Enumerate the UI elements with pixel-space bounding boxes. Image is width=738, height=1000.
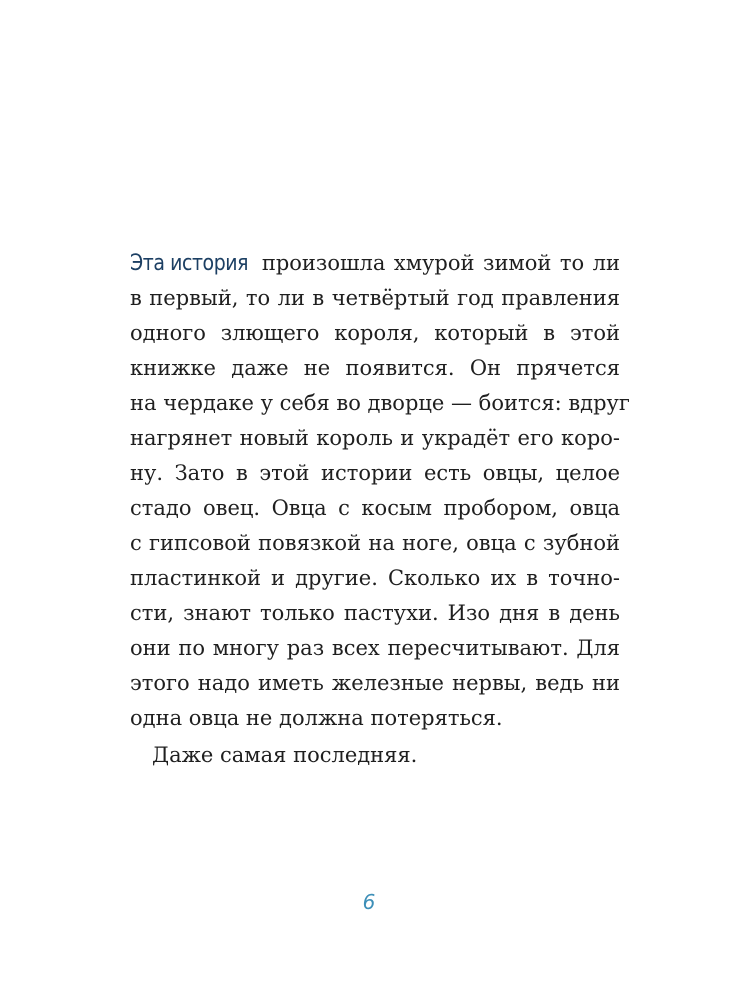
paragraph-line-14: одна овца не должна потеряться.: [130, 706, 503, 730]
paragraph-line-8: стадо овец. Овца с косым пробором, овца: [130, 496, 620, 520]
paragraph-line-1: [130, 246, 620, 281]
line-text: произошла хмурой зимой то ли: [261, 251, 620, 275]
paragraph-line-4: книжке даже не появится. Он прячется: [130, 356, 620, 380]
paragraph-line-2: в первый, то ли в четвёртый год правления: [130, 286, 620, 310]
paragraph-line-3: одного злющего короля, который в этой: [130, 321, 620, 345]
paragraph-line-5: на чердаке у себя во дворце — боится: вдруг: [130, 391, 630, 415]
paragraph-line-13: этого надо иметь железные нервы, ведь ни: [130, 671, 620, 695]
lead-in-heading: Эта история: [130, 251, 249, 276]
paragraph-line-7: ну. Зато в этой истории есть овцы, целое: [130, 461, 620, 485]
paragraph-line-11: сти, знают только пастухи. Изо дня в день: [130, 601, 620, 625]
paragraph-line-10: пластинкой и другие. Сколько их в точно-: [130, 566, 620, 590]
main-paragraph: [130, 246, 630, 773]
paragraph-line-12: они по многу раз всех пересчитывают. Для: [130, 636, 620, 660]
closing-line: Даже самая последняя.: [152, 743, 418, 767]
paragraph-line-9: с гипсовой повязкой на ноге, овца с зубной: [130, 531, 620, 555]
paragraph-line-6: нагрянет новый король и украдёт его коро-: [130, 426, 620, 450]
page-number: 6: [362, 890, 376, 914]
